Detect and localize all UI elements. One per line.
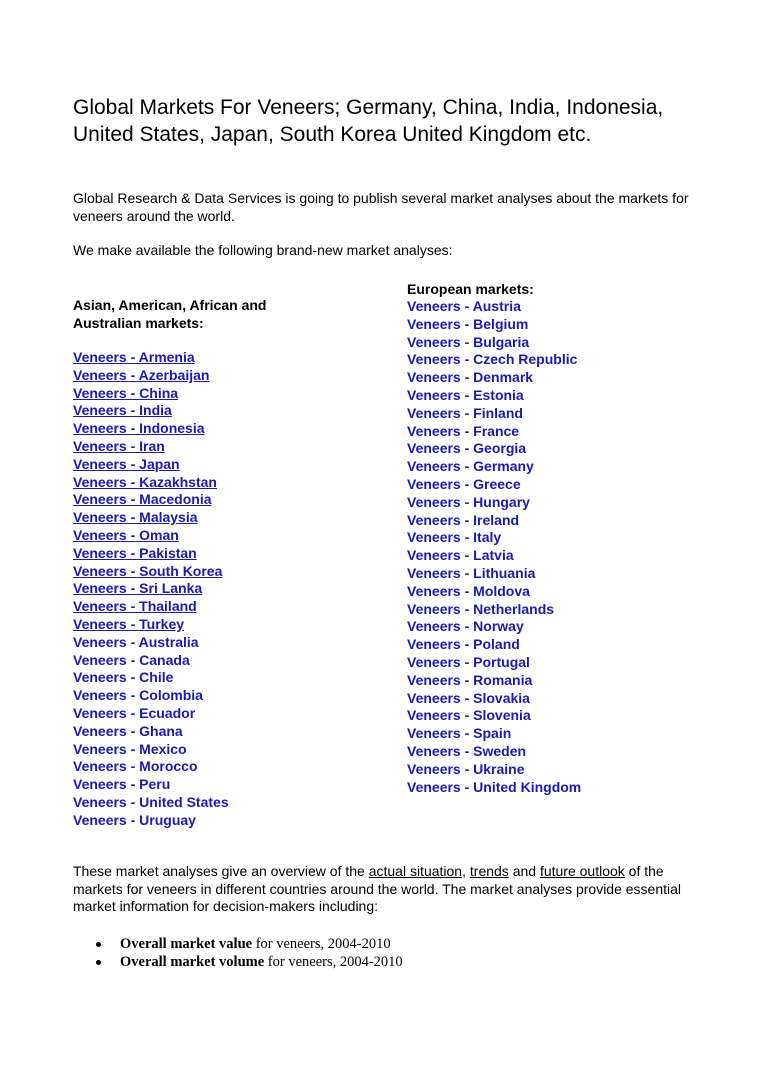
market-link[interactable]: Veneers - Uruguay — [73, 811, 196, 828]
bullet-bold: Overall market volume — [120, 954, 265, 970]
market-link[interactable]: Veneers - Malaysia — [73, 509, 198, 526]
market-link[interactable]: Veneers - Ecuador — [73, 704, 196, 721]
market-link[interactable]: Veneers - China — [73, 384, 179, 401]
bullet-item — [96, 953, 403, 971]
market-link[interactable]: Veneers - Czech Republic — [407, 351, 578, 368]
market-link[interactable]: Veneers - Germany — [407, 458, 534, 475]
market-link[interactable]: Veneers - Finland — [407, 404, 523, 421]
market-link[interactable]: Veneers - Canada — [73, 651, 190, 668]
market-link[interactable]: Veneers - Norway — [407, 618, 524, 635]
european-markets — [407, 280, 707, 796]
right-heading: European markets: — [407, 281, 534, 297]
market-link[interactable]: Veneers - Ireland — [407, 511, 520, 528]
market-link[interactable]: Veneers - Ghana — [73, 722, 183, 739]
document-title: Global Markets For Veneers; Germany, China, India, Indonesia, United States, Japan, South Korea United Kingdom etc. — [73, 96, 664, 146]
market-link[interactable]: Veneers - Portugal — [407, 653, 530, 670]
bullet-bold: Overall market value — [120, 936, 253, 952]
outro-text-4: of the markets for veneers in different countries around the world. The market analyses provide essential market information for decision-makers including: — [73, 863, 682, 914]
market-link[interactable]: Veneers - Mexico — [73, 740, 187, 757]
market-link[interactable]: Veneers - Poland — [407, 636, 520, 653]
market-link[interactable]: Veneers - Oman — [73, 526, 179, 543]
market-link[interactable]: Veneers - Colombia — [73, 687, 203, 704]
outro-paragraph — [73, 863, 713, 916]
market-link[interactable]: Veneers - Italy — [407, 529, 502, 546]
left-heading-line2: Australian markets: — [73, 315, 204, 331]
market-link[interactable]: Veneers - Armenia — [73, 349, 195, 365]
market-link[interactable]: Veneers - Japan — [73, 455, 180, 472]
bullet-rest: for veneers, 2004-2010 — [264, 954, 403, 970]
market-link[interactable]: Veneers - Indonesia — [73, 420, 205, 437]
asian-american-african-australian-markets — [73, 296, 373, 830]
market-link[interactable]: Veneers - France — [407, 422, 520, 439]
actual-situation-link[interactable]: actual situation — [368, 863, 463, 879]
left-heading-line1: Asian, American, African and — [73, 297, 267, 313]
bullet-dot-icon — [96, 960, 101, 965]
market-link[interactable]: Veneers - Romania — [407, 671, 533, 688]
market-link[interactable]: Veneers - Spain — [407, 725, 512, 742]
market-link[interactable]: Veneers - Austria — [407, 298, 521, 314]
left-market-list — [73, 349, 373, 830]
outro-text-3: and — [508, 863, 540, 879]
market-link[interactable]: Veneers - Ukraine — [407, 760, 525, 777]
market-link[interactable]: Veneers - Thailand — [73, 598, 197, 615]
market-link[interactable]: Veneers - Morocco — [73, 758, 198, 775]
market-link[interactable]: Veneers - Iran — [73, 437, 165, 454]
market-link[interactable]: Veneers - Slovakia — [407, 689, 530, 706]
market-link[interactable]: Veneers - Georgia — [407, 440, 527, 457]
market-link[interactable]: Veneers - Slovenia — [407, 707, 531, 724]
market-link[interactable]: Veneers - Lithuania — [407, 564, 536, 581]
market-link[interactable]: Veneers - Hungary — [407, 493, 530, 510]
market-link[interactable]: Veneers - South Korea — [73, 562, 223, 579]
right-market-list — [407, 298, 707, 796]
market-link[interactable]: Veneers - Azerbaijan — [73, 366, 210, 383]
market-link[interactable]: Veneers - Chile — [73, 669, 174, 686]
market-link[interactable]: Veneers - Sri Lanka — [73, 580, 203, 597]
market-link[interactable]: Veneers - Peru — [73, 776, 171, 793]
feature-bullet-list — [96, 935, 403, 971]
market-link[interactable]: Veneers - Australia — [73, 633, 199, 650]
market-link[interactable]: Veneers - Pakistan — [73, 544, 197, 561]
market-link[interactable]: Veneers - Macedonia — [73, 491, 212, 508]
trends-link[interactable]: trends — [469, 863, 509, 879]
market-link[interactable]: Veneers - Sweden — [407, 742, 527, 759]
market-link[interactable]: Veneers - United States — [73, 793, 229, 810]
market-link[interactable]: Veneers - Moldova — [407, 582, 530, 599]
bullet-rest: for veneers, 2004-2010 — [252, 936, 391, 952]
market-link[interactable]: Veneers - Belgium — [407, 315, 529, 332]
market-link[interactable]: Veneers - Estonia — [407, 386, 524, 403]
market-link[interactable]: Veneers - Latvia — [407, 547, 514, 564]
market-link[interactable]: Veneers - United Kingdom — [407, 778, 582, 795]
future-outlook-link[interactable]: future outlook — [539, 863, 625, 879]
market-link[interactable]: Veneers - Bulgaria — [407, 333, 530, 350]
market-link[interactable]: Veneers - Turkey — [73, 615, 185, 632]
bullet-dot-icon — [96, 942, 101, 947]
bullet-item — [96, 935, 403, 953]
market-link[interactable]: Veneers - Netherlands — [407, 600, 555, 617]
outro-text-2: , — [462, 863, 470, 879]
outro-text-1: These market analyses give an overview of the — [73, 863, 369, 879]
market-link[interactable]: Veneers - Denmark — [407, 369, 534, 386]
intro-paragraph: Global Research & Data Services is going to publish several market analyses about the markets for veneers around the world. — [73, 190, 689, 224]
market-link[interactable]: Veneers - Kazakhstan — [73, 473, 217, 490]
availability-paragraph: We make available the following brand-new market analyses: — [73, 242, 453, 258]
market-link[interactable]: Veneers - Greece — [407, 475, 521, 492]
market-link[interactable]: Veneers - India — [73, 402, 172, 419]
